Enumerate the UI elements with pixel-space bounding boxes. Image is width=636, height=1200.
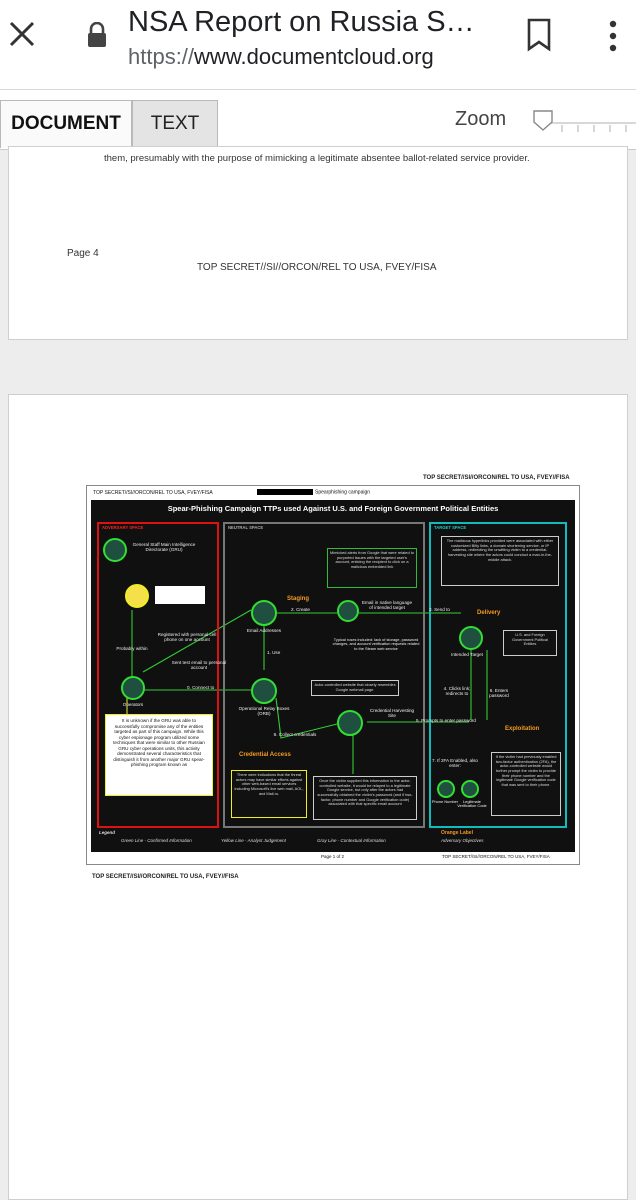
page-text-line: them, presumably with the purpose of mimicking a legitimate absentee ballot-related service provider. — [104, 153, 530, 164]
mimicked-box: Mimicked alerts from Google that were related to purported issues with the targeted user's account, enticing the recipient to click on a malicious embedded link — [327, 548, 417, 588]
enters-label: 6. Enters password — [489, 688, 509, 699]
legend-title: Legend — [99, 830, 116, 835]
legend-gray: Gray Line - Contextual Information — [317, 838, 386, 843]
zoom-slider-handle[interactable] — [534, 111, 552, 130]
gru-flag-icon — [103, 538, 127, 562]
close-icon[interactable] — [8, 20, 36, 48]
document-page-next — [8, 394, 628, 1200]
redaction-block — [155, 586, 205, 604]
twofa-label: 7. If 2FA Enabled, also enter: — [432, 758, 478, 769]
legend-adversary-objectives: Adversary Objectives — [441, 838, 484, 843]
stage-delivery: Delivery — [477, 610, 501, 616]
sent-test-label: Sent test email to personal account — [171, 660, 227, 671]
legit-code-label: Legitimate Verification Code — [457, 799, 487, 809]
tab-text[interactable]: TEXT — [132, 100, 218, 148]
campaign-label: Spearphishing campaign — [315, 489, 371, 496]
lock-icon — [86, 22, 108, 48]
diagram-slide — [86, 485, 580, 865]
unknown-box: It is unknown if the GRU was able to successfully compromise any of the entities targeted as part of this campaign. While this cyber espionage program utilized some techniques that were similar to other Russian GRU cyber operations units, this activity demonstrated several characteristics that distinguish it from another major GRU spear-phishing program known as — [105, 714, 213, 796]
verification-code-icon — [461, 780, 479, 798]
more-vert-icon[interactable] — [608, 20, 618, 52]
page-title[interactable]: NSA Report on Russia S… — [128, 6, 475, 38]
phone-icon — [437, 780, 455, 798]
email-addresses-icon — [251, 600, 277, 626]
stage-exploitation: Exploitation — [505, 726, 540, 732]
url-host: www.documentcloud.org — [194, 44, 434, 69]
legend-orange-label: Orange Label — [441, 830, 473, 836]
panel-label: ADVERSARY SPACE — [102, 525, 144, 530]
url-text[interactable] — [128, 44, 434, 70]
zoom-label: Zoom — [455, 108, 507, 130]
phone-number-label: Phone Number — [431, 799, 459, 804]
browser-toolbar — [0, 0, 636, 90]
bookmark-icon[interactable] — [526, 18, 552, 52]
zoom-slider[interactable] — [532, 108, 636, 138]
stage-credential-access: Credential Access — [239, 752, 291, 758]
create-label: 2. Create — [291, 607, 310, 612]
stage-staging: Staging — [287, 596, 309, 602]
hyperlinks-box: The malicious hyperlinks provided were associated with either customized Bitly links, a domain shortening service, or IP address, redirecting the unwitting victim to a credential-harvesting site where the actors could conduct a man-in-the-middle attack. — [441, 536, 559, 586]
tab-document[interactable]: DOCUMENT — [0, 100, 132, 148]
collect-label: 8. Collect credentials — [273, 732, 317, 737]
us-entities-box: U.S. and Foreign Government Political Entities — [503, 630, 557, 656]
use-label: 1. Use — [267, 650, 281, 655]
viewer-toolbar — [0, 90, 636, 150]
legend-yellow: Yellow Line - Analyst Judgement — [221, 838, 286, 843]
legend-green: Green Line - Confirmed Information — [121, 838, 192, 843]
harvesting-site-icon — [337, 710, 363, 736]
panel-label: TARGET SPACE — [434, 525, 467, 530]
page-classification: TOP SECRET//SI//ORCON/REL TO USA, FVEY/FISA — [197, 262, 437, 273]
sheet-classification-bottom: TOP SECRET//SI//ORCON/REL TO USA, FVEY//FISA — [92, 874, 239, 880]
registered-label: Registered with personal cell phone on one account — [157, 632, 217, 643]
email-native-label: Email in native language of intended target — [361, 600, 413, 611]
redaction-bar — [257, 489, 313, 495]
intended-target-label: Intended Target — [451, 652, 483, 657]
send-to-label: 3. Send to — [429, 607, 450, 612]
gru-label: General Staff Main Intelligence Directorate (GRU) — [132, 542, 196, 553]
previously-box: If the victim had previously enabled two-factor authentication (2FA), the actor-controlled website would further prompt the victim to provide their phone number and the legitimate Google verification code that was sent to their phone. — [491, 752, 561, 816]
prompts-label: 5. Prompts to enter password — [415, 718, 476, 723]
operators-label: Operators — [122, 702, 144, 707]
clicks-label: 4. Clicks link; redirects to — [443, 686, 471, 697]
probably-within-label: Probably within — [116, 646, 148, 651]
connect-label: 0. Connect to — [187, 685, 215, 690]
slide-classification: TOP SECRET//SI//ORCON/REL TO USA, FVEY/FISA — [93, 490, 213, 496]
gru-unit-icon — [125, 584, 149, 608]
diagram-canvas — [91, 500, 575, 852]
slide-page-number: Page 1 of 2 — [321, 854, 345, 859]
supplied-box: Once the victim supplied this information to the actor-controlled website, it would be relayed to a legitimate Google service, but only after the actors had successfully obtained the victim's password (and if two-factor, phone number and Google verification code) associated with that specific email account — [313, 776, 417, 820]
orb-icon — [251, 678, 277, 704]
email-addresses-label: Email Addresses — [246, 628, 282, 633]
target-icon — [459, 626, 483, 650]
indications-box: There were indications that the threat actors may have similar efforts against other web-based email services including Microsoft's live web mail, AOL, and Mail.ru. — [231, 770, 307, 818]
email-native-icon — [337, 600, 359, 622]
ruses-text: Typical ruses included: lack of storage, password changes, and account verification requests related to the Steam web service — [332, 637, 420, 651]
url-scheme: https:// — [128, 44, 195, 69]
slide-footer-classification: TOP SECRET//SI//ORCON/REL TO USA, FVEY/FISA — [442, 854, 550, 859]
harvesting-label: Credential Harvesting Site — [369, 708, 415, 719]
orb-label: Operational Relay Boxes (ORB) — [238, 706, 290, 717]
actor-site-box: Actor-controlled website that closely resembles Google webmail page. — [311, 680, 399, 696]
page-number: Page 4 — [67, 248, 99, 259]
operators-icon — [121, 676, 145, 700]
sheet-classification-top: TOP SECRET//SI//ORCON/REL TO USA, FVEY//FISA — [423, 475, 570, 481]
slide-campaign — [257, 489, 370, 495]
diagram-title: Spear-Phishing Campaign TTPs used Against U.S. and Foreign Government Political Entities — [167, 504, 499, 513]
panel-label: NEUTRAL SPACE — [228, 525, 264, 530]
document-page-prev — [8, 146, 628, 340]
